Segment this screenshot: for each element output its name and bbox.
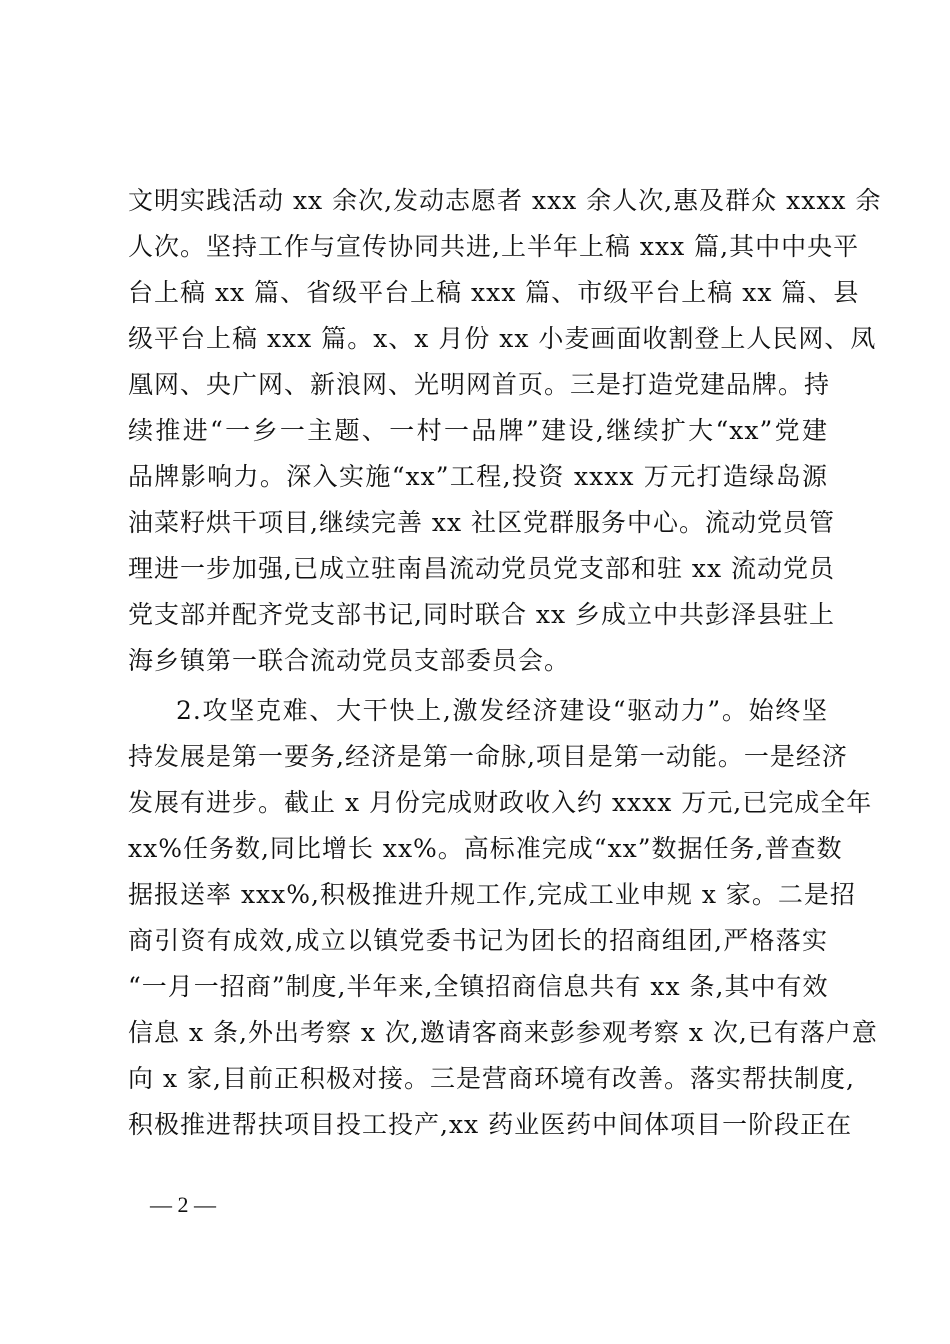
- body-line-4: 级平台上稿 xxx 篇。x、x 月份 xx 小麦画面收割登上人民网、凤: [128, 324, 877, 353]
- body-line-18: “一月一招商”制度,半年来,全镇招商信息共有 xx 条,其中有效: [128, 972, 829, 1001]
- body-line-20: 向 x 家,目前正积极对接。三是营商环境有改善。落实帮扶制度,: [128, 1064, 855, 1093]
- body-line-6: 续推进“一乡一主题、一村一品牌”建设,继续扩大“xx”党建: [128, 416, 828, 445]
- body-line-11: 海乡镇第一联合流动党员支部委员会。: [128, 646, 571, 675]
- body-line-9: 理进一步加强,已成立驻南昌流动党员党支部和驻 xx 流动党员: [128, 554, 836, 583]
- body-line-19: 信息 x 条,外出考察 x 次,邀请客商来彭参观考察 x 次,已有落户意: [128, 1018, 878, 1047]
- body-line-14: 发展有进步。截止 x 月份完成财政收入约 xxxx 万元,已完成全年: [128, 788, 873, 817]
- page-number: — 2 —: [150, 1192, 216, 1217]
- body-line-21: 积极推进帮扶项目投工投产,xx 药业医药中间体项目一阶段正在: [128, 1110, 853, 1139]
- body-line-5: 凰网、央广网、新浪网、光明网首页。三是打造党建品牌。持: [128, 370, 831, 399]
- body-line-2: 人次。坚持工作与宣传协同共进,上半年上稿 xxx 篇,其中中央平: [128, 232, 860, 261]
- body-line-17: 商引资有成效,成立以镇党委书记为团长的招商组团,严格落实: [128, 926, 828, 955]
- section-heading-line: 2.攻坚克难、大干快上,激发经济建设“驱动力”。始终坚: [176, 696, 828, 725]
- body-line-8: 油菜籽烘干项目,继续完善 xx 社区党群服务中心。流动党员管: [128, 508, 836, 537]
- body-line-13: 持发展是第一要务,经济是第一命脉,项目是第一动能。一是经济: [128, 742, 848, 771]
- body-line-10: 党支部并配齐党支部书记,同时联合 xx 乡成立中共彭泽县驻上: [128, 600, 836, 629]
- body-line-16: 据报送率 xxx%,积极推进升规工作,完成工业申规 x 家。二是招: [128, 880, 856, 909]
- body-line-1: 文明实践活动 xx 余次,发动志愿者 xxx 余人次,惠及群众 xxxx 余: [128, 186, 882, 215]
- body-line-7: 品牌影响力。深入实施“xx”工程,投资 xxxx 万元打造绿岛源: [128, 462, 828, 491]
- body-line-15: xx%任务数,同比增长 xx%。高标准完成“xx”数据任务,普查数: [128, 834, 843, 863]
- body-line-3: 台上稿 xx 篇、省级平台上稿 xxx 篇、市级平台上稿 xx 篇、县: [128, 278, 860, 307]
